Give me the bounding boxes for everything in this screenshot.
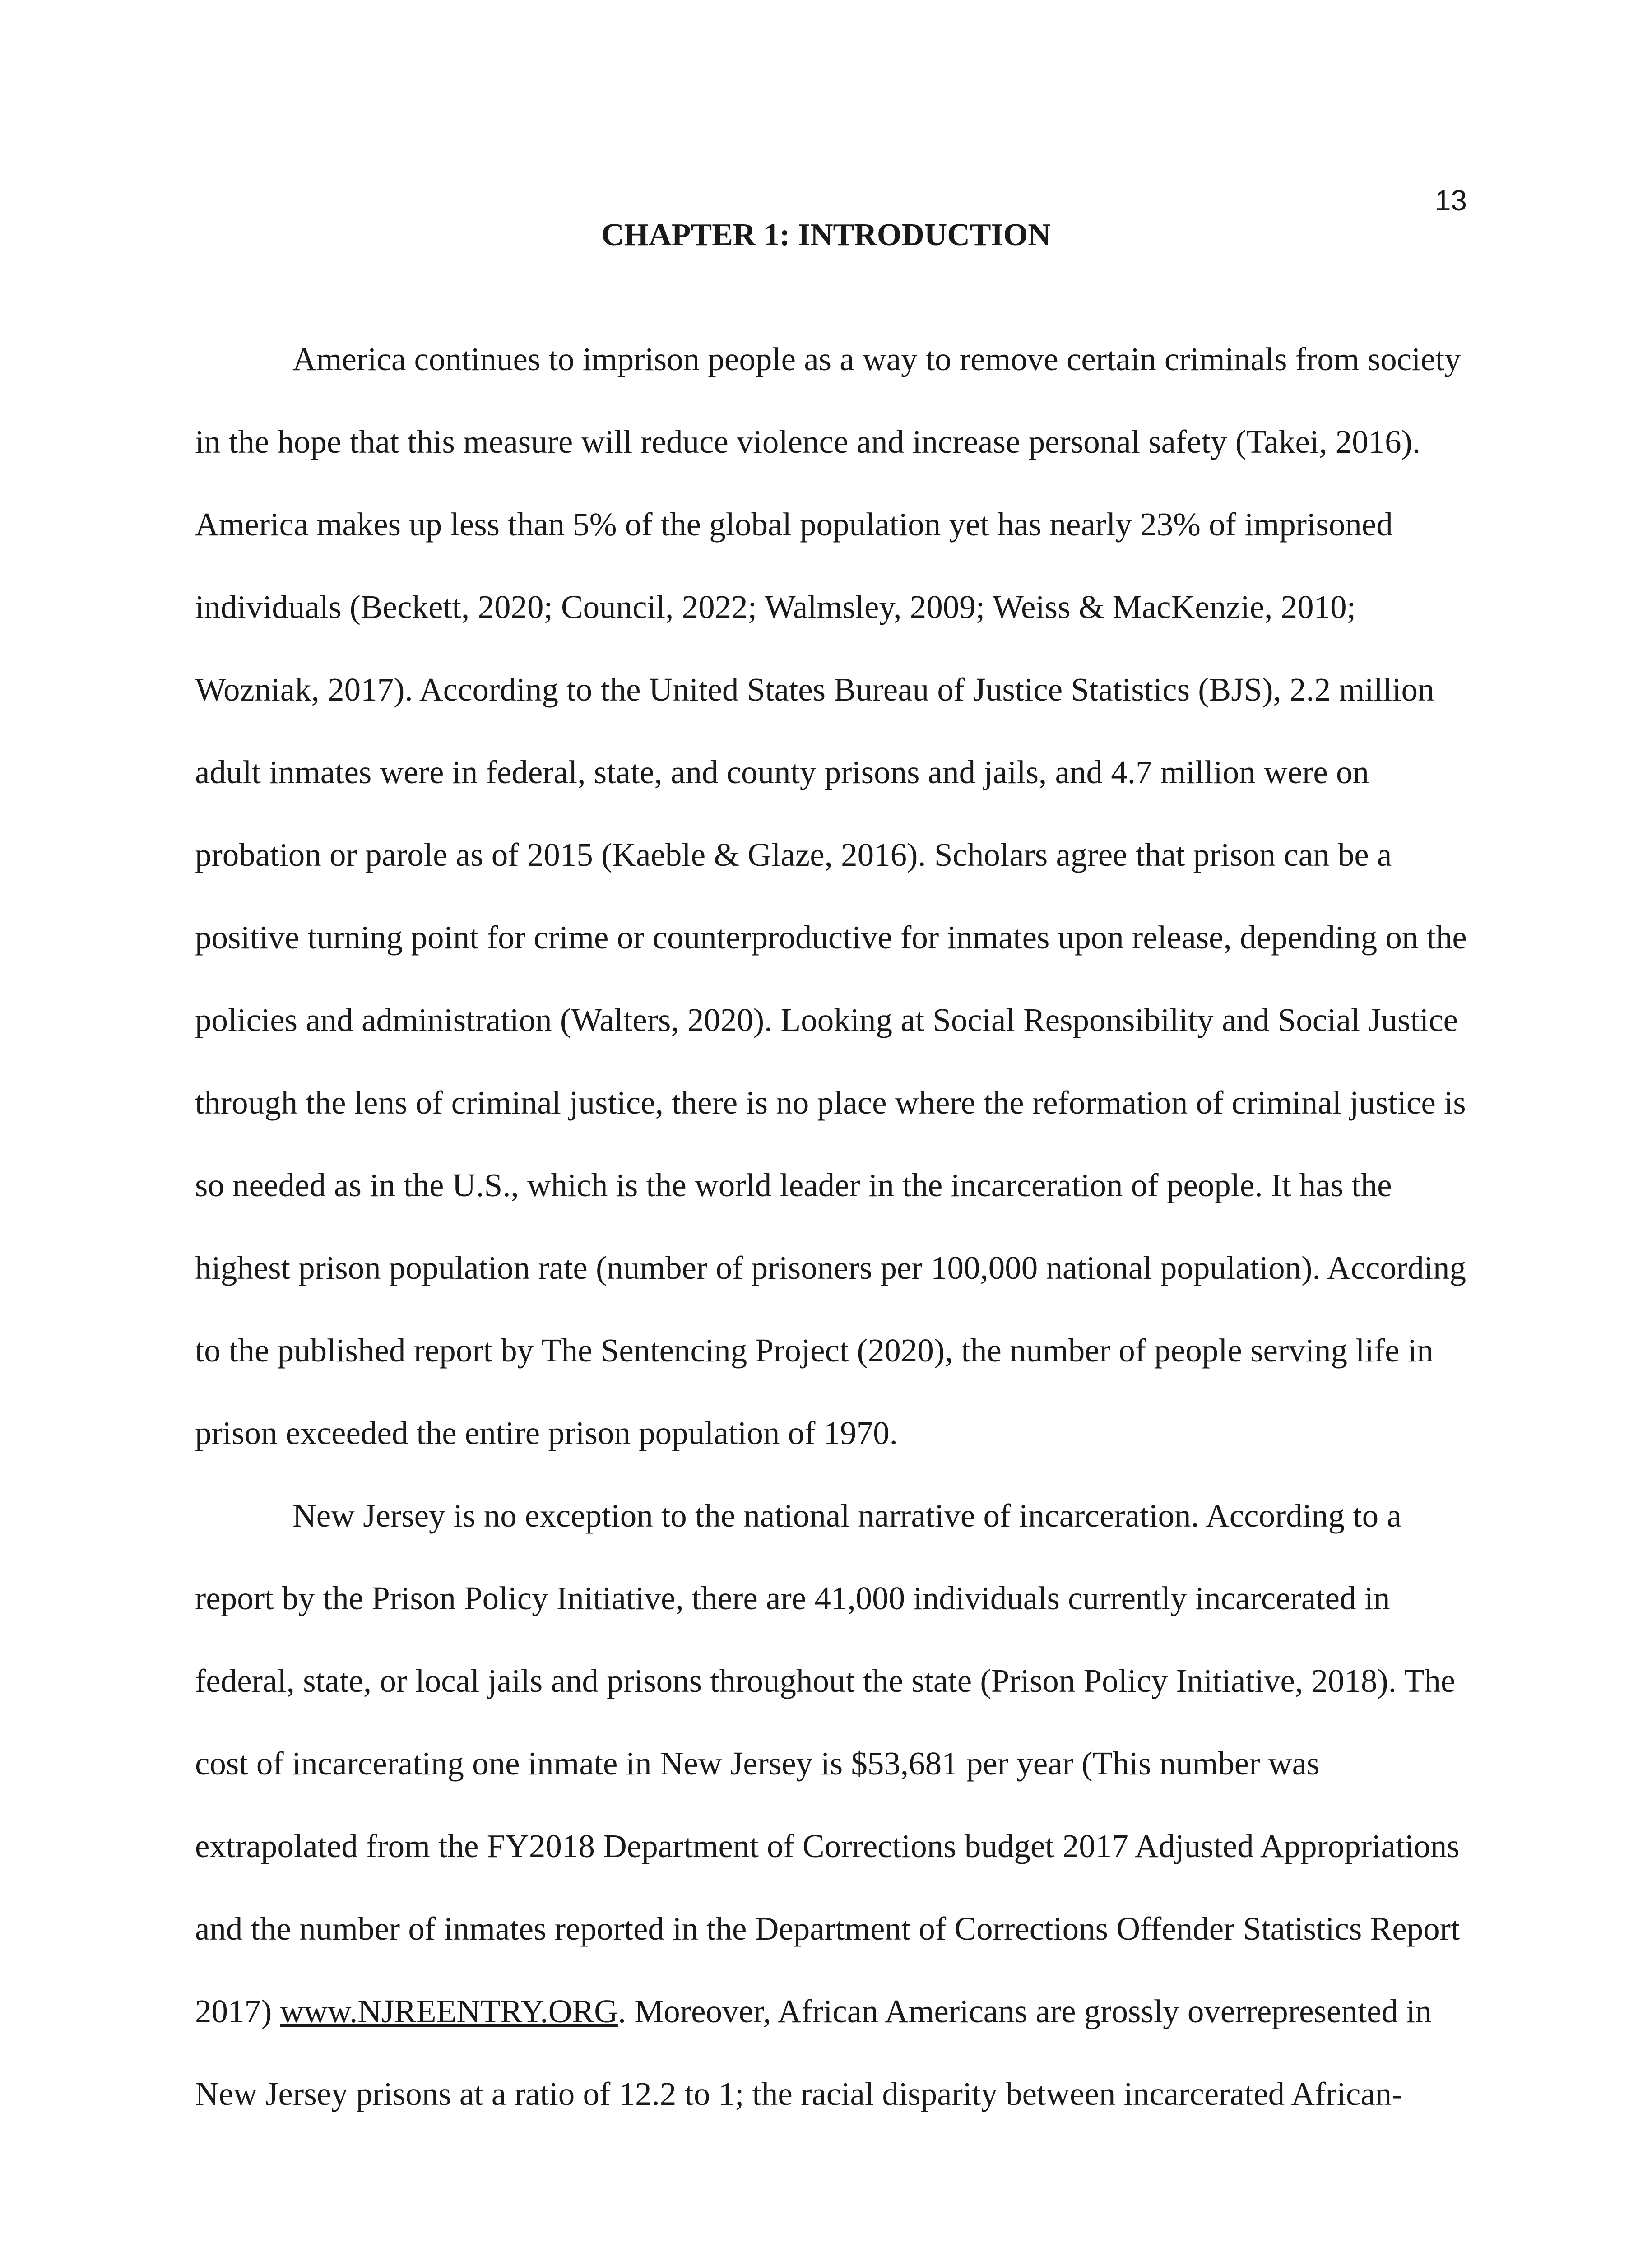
paragraph-1-line: through the lens of criminal justice, there is no place where the reformation of criminal justice is (195, 1084, 1466, 1121)
paragraph-1-line: probation or parole as of 2015 (Kaeble & Glaze, 2016). Scholars agree that prison can be a (195, 836, 1392, 873)
paragraph-1-line: America continues to imprison people as a way to remove certain criminals from society (292, 341, 1461, 377)
paragraph-2 (195, 1474, 1477, 2135)
page-number: 13 (1434, 184, 1467, 217)
body-text (195, 318, 1477, 2135)
paragraph-2-text: . Moreover, African Americans are grossly overrepresented in (617, 1993, 1432, 2029)
paragraph-1 (195, 318, 1477, 1474)
paragraph-1-line: individuals (Beckett, 2020; Council, 2022; Walmsley, 2009; Weiss & MacKenzie, 2010; (195, 589, 1356, 625)
paragraph-2-line: cost of incarcerating one inmate in New Jersey is $53,681 per year (This number was (195, 1745, 1320, 1782)
paragraph-2-line: New Jersey is no exception to the national narrative of incarceration. According to a (292, 1497, 1401, 1534)
paragraph-2-line: federal, state, or local jails and prisons throughout the state (Prison Policy Initiative, 2018). The (195, 1663, 1456, 1699)
paragraph-1-line: Wozniak, 2017). According to the United States Bureau of Justice Statistics (BJS), 2.2 million (195, 671, 1434, 708)
paragraph-1-line: highest prison population rate (number of prisoners per 100,000 national population). According (195, 1249, 1466, 1286)
paragraph-2-line: New Jersey prisons at a ratio of 12.2 to 1; the racial disparity between incarcerated African- (195, 2076, 1403, 2112)
njreentry-link[interactable]: www.NJREENTRY.ORG (280, 1993, 618, 2029)
paragraph-1-line: policies and administration (Walters, 2020). Looking at Social Responsibility and Social Justice (195, 1002, 1458, 1038)
paragraph-2-line: report by the Prison Policy Initiative, there are 41,000 individuals currently incarcerated in (195, 1580, 1390, 1616)
paragraph-1-line: in the hope that this measure will reduce violence and increase personal safety (Takei, 2016). (195, 423, 1421, 460)
paragraph-1-line: America makes up less than 5% of the global population yet has nearly 23% of imprisoned (195, 506, 1393, 543)
paragraph-2-line: and the number of inmates reported in the Department of Corrections Offender Statistics Report (195, 1910, 1460, 1947)
paragraph-2-line: extrapolated from the FY2018 Department of Corrections budget 2017 Adjusted Appropriations (195, 1828, 1460, 1864)
paragraph-1-line: so needed as in the U.S., which is the world leader in the incarceration of people. It has the (195, 1167, 1392, 1203)
paragraph-2-text: 2017) (195, 1993, 280, 2029)
paragraph-1-line: positive turning point for crime or counterproductive for inmates upon release, depending on the (195, 919, 1467, 956)
chapter-title: CHAPTER 1: INTRODUCTION (601, 218, 1051, 252)
paragraph-1-line: prison exceeded the entire prison population of 1970. (195, 1415, 898, 1451)
paragraph-1-line: to the published report by The Sentencing Project (2020), the number of people serving life in (195, 1332, 1434, 1369)
paragraph-1-line: adult inmates were in federal, state, and county prisons and jails, and 4.7 million were on (195, 754, 1369, 790)
